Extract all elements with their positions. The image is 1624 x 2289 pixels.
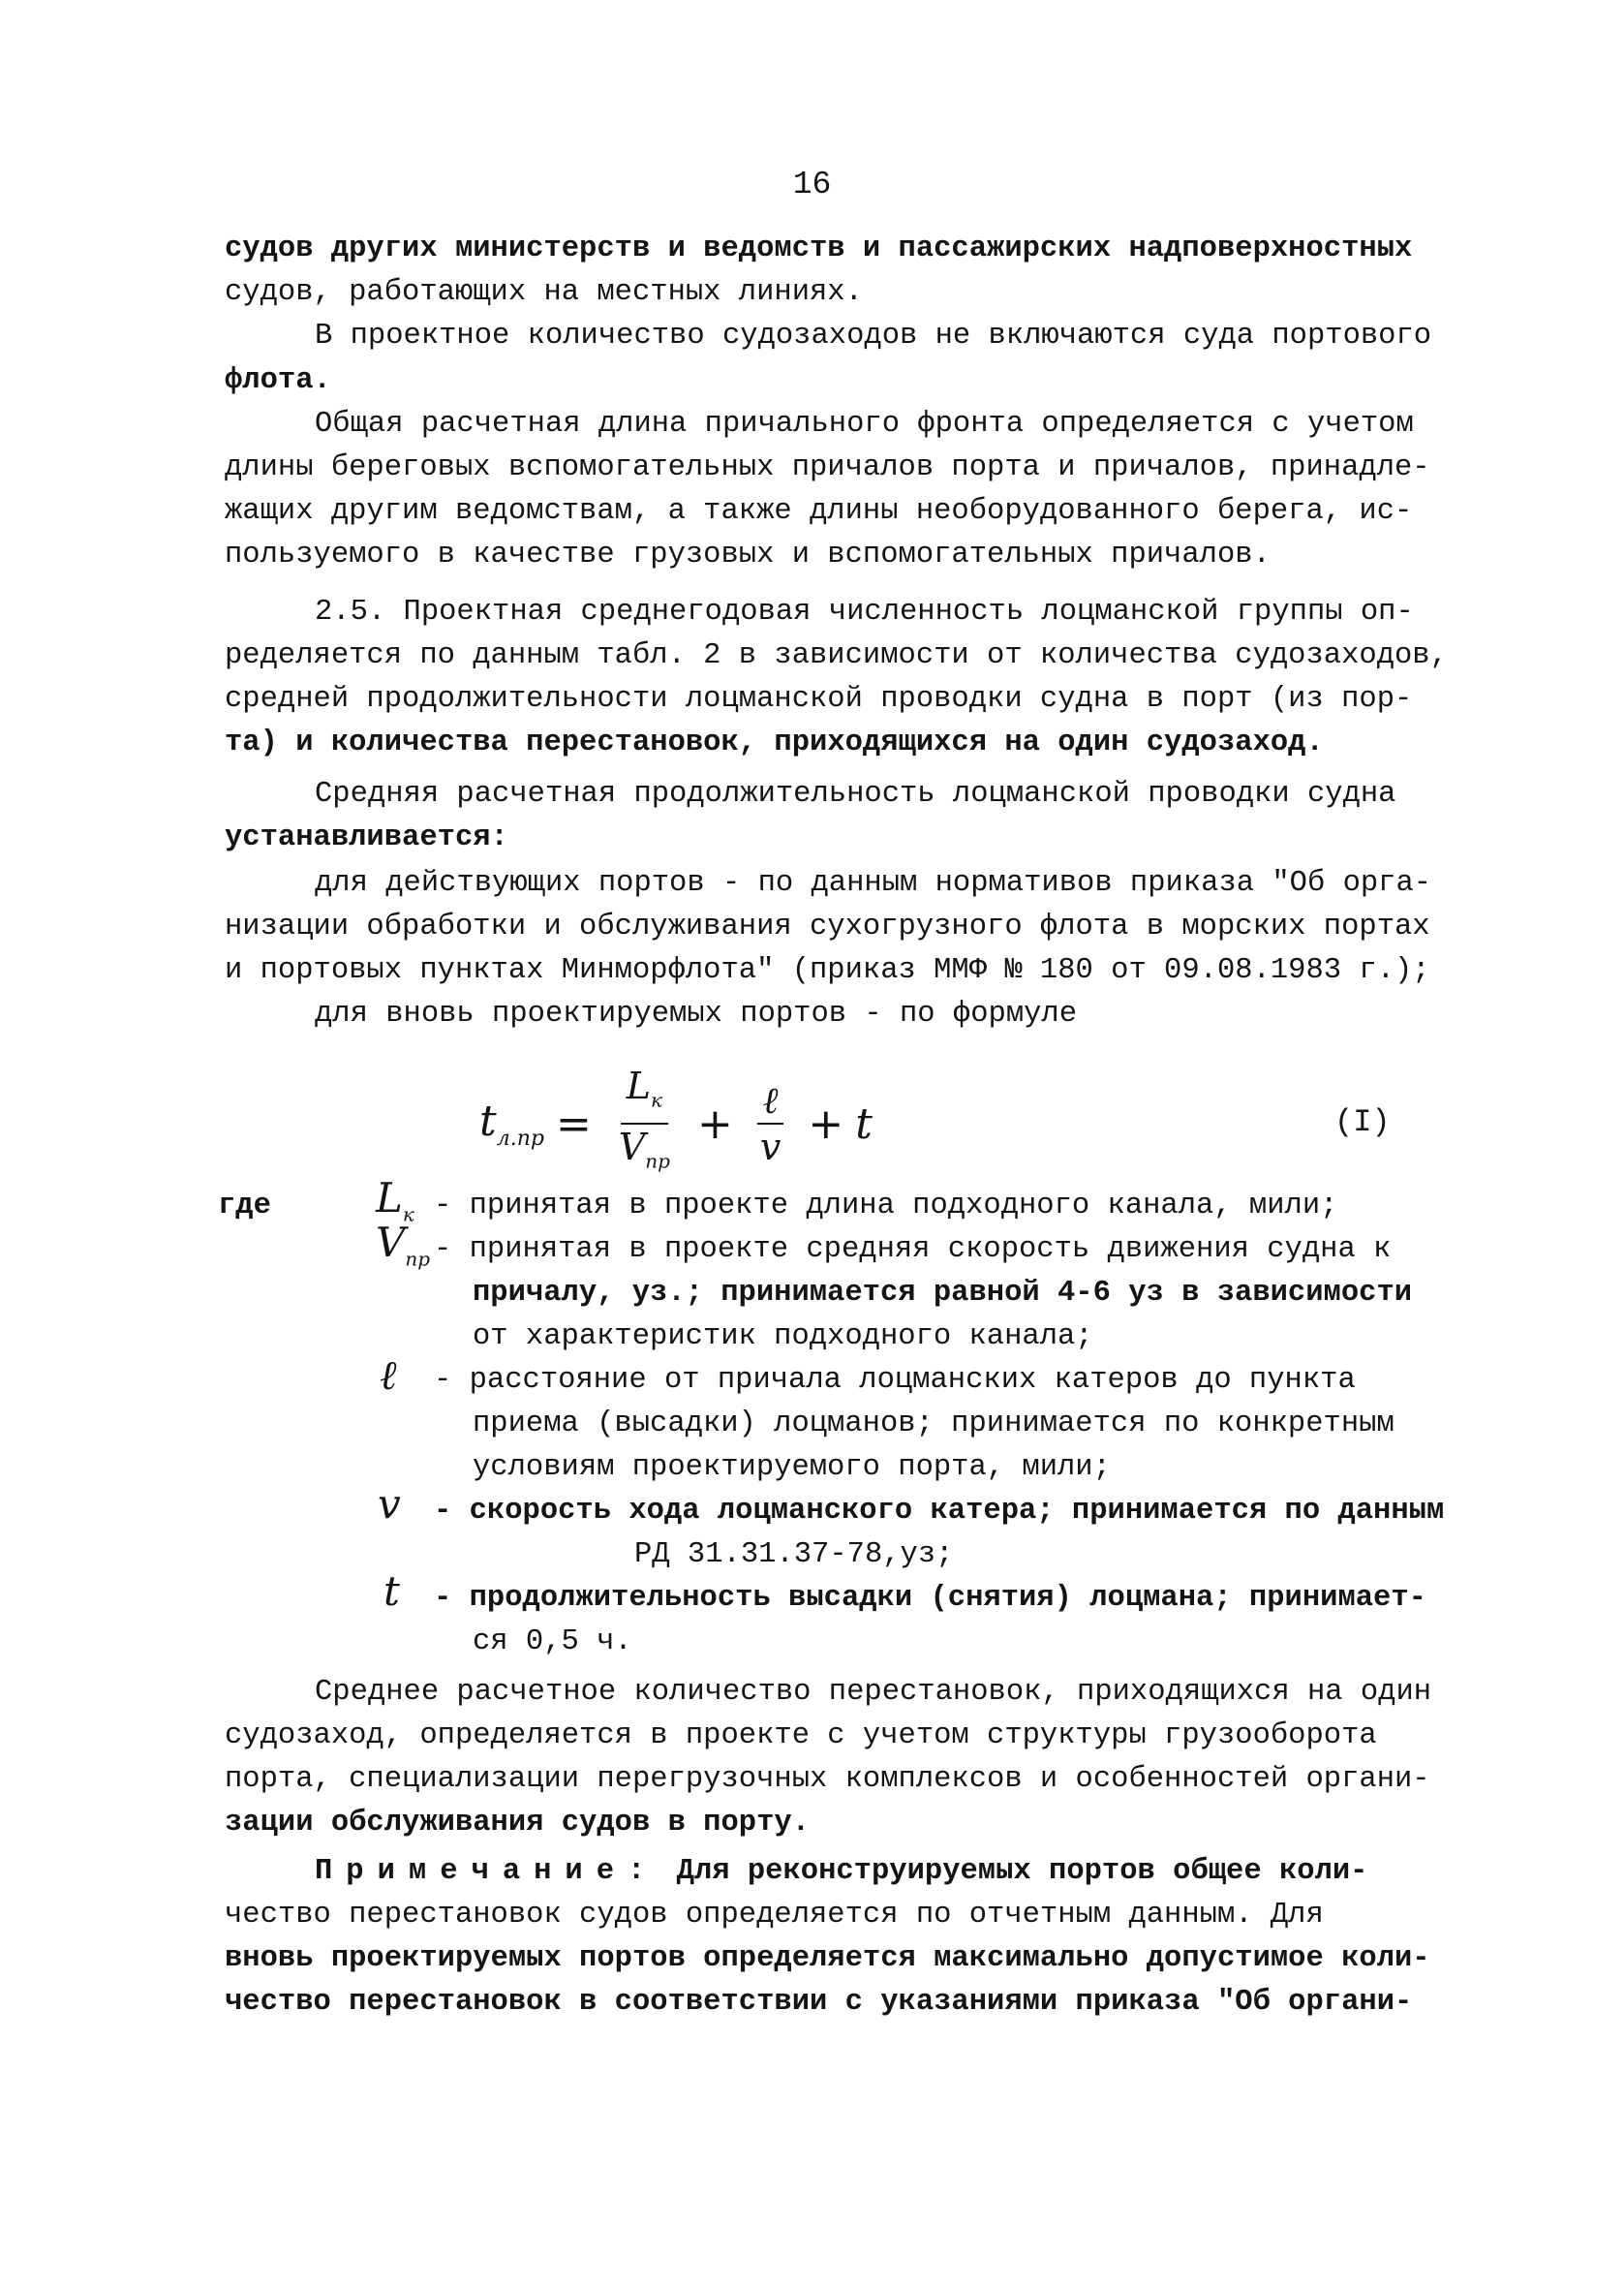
text-line: низации обработки и обслуживания сухогрузного флота в морских портах xyxy=(225,911,1430,943)
symbol-Lk: $L_к$ xyxy=(376,1174,414,1226)
definition-line: - скорость хода лоцманского катера; принимается по данным xyxy=(434,1495,1445,1528)
note-line: чество перестановок судов определяется по отчетным данным. Для xyxy=(225,1899,1324,1932)
fraction-channel: $\frac{L_к}{V_{пр}}$ xyxy=(618,1065,670,1173)
note-first-line: Примечание: Для реконструируемых портов общее коли- xyxy=(315,1855,1368,1888)
note-line: чество перестановок в соответствии с указаниями приказа "Об органи- xyxy=(225,1986,1413,2019)
text-line: Общая расчетная длина причального фронта определяется с учетом xyxy=(315,408,1414,441)
plus-sign: + xyxy=(808,1098,844,1149)
text-line: устанавливается: xyxy=(225,821,508,854)
symbol-v: v xyxy=(378,1480,401,1528)
definition-line: - принятая в проекте длина подходного канала, мили; xyxy=(434,1190,1338,1222)
definition-line: ся 0,5 ч. xyxy=(473,1625,632,1658)
symbol-l: ℓ xyxy=(380,1351,397,1399)
text-line: и портовых пунктах Минморфлота" (приказ ММФ № 180 от 09.08.1983 г.); xyxy=(225,954,1430,987)
formula-number: (I) xyxy=(1334,1104,1391,1140)
text-line: В проектное количество судозаходов не включаются суда портового xyxy=(315,320,1432,353)
text-line: ределяется по данным табл. 2 в зависимости от количества судозаходов, xyxy=(225,639,1448,672)
note-line: вновь проектируемых портов определяется максимально допустимое коли- xyxy=(225,1942,1430,1975)
text-line: для действующих портов - по данным нормативов приказа "Об орга- xyxy=(315,867,1432,900)
text-line: зации обслуживания судов в порту. xyxy=(225,1807,810,1840)
definition-line: приема (высадки) лоцманов; принимается по конкретным xyxy=(473,1407,1394,1440)
formula xyxy=(479,1065,873,1173)
definition-line: причалу, уз.; принимается равной 4-6 уз в зависимости xyxy=(473,1277,1413,1310)
text-line: 2.5. Проектная среднегодовая численность лоцманской группы оп- xyxy=(315,596,1414,629)
plus-sign: + xyxy=(696,1098,733,1149)
definition-line: условиям проектируемого порта, мили; xyxy=(473,1451,1111,1484)
note-label: Примечание: xyxy=(315,1855,659,1888)
page-number: 16 xyxy=(792,167,832,202)
symbol-Vpr: $V_{пр}$ xyxy=(376,1219,431,1271)
text-line: пользуемого в качестве грузовых и вспомогательных причалов. xyxy=(225,539,1271,572)
formula-lhs: $t_{л.пр}$ xyxy=(479,1097,544,1151)
text-line: судозаход, определяется в проекте с учетом структуры грузооборота xyxy=(225,1719,1377,1752)
formula-term-t: t xyxy=(855,1098,873,1149)
definition-line: - принятая в проекте средняя скорость движения судна к xyxy=(434,1233,1392,1266)
text-line: для вновь проектируемых портов - по формуле xyxy=(315,998,1078,1031)
text-line: та) и количества перестановок, приходящихся на один судозаход. xyxy=(225,727,1324,759)
equals-sign: = xyxy=(555,1098,592,1149)
text-line: длины береговых вспомогательных причалов порта и причалов, принадле- xyxy=(225,451,1430,484)
symbol-t: t xyxy=(383,1567,400,1615)
text-line: судов, работающих на местных линиях. xyxy=(225,276,863,309)
definition-line: - продолжительность высадки (снятия) лоцмана; принимает- xyxy=(434,1582,1426,1615)
text-line: флота. xyxy=(225,364,331,397)
text-line: жащих другим ведомствам, а также длины необорудованного берега, ис- xyxy=(225,495,1413,528)
definition-line: - расстояние от причала лоцманских катеров до пункта xyxy=(434,1364,1356,1397)
definition-line: от характеристик подходного канала; xyxy=(473,1320,1093,1353)
text-line: Среднее расчетное количество перестановок, приходящихся на один xyxy=(315,1676,1432,1709)
fraction-boat: $\frac{\text{ℓ}}{v}$ xyxy=(754,1078,786,1169)
definition-line: РД 31.31.37-78,уз; xyxy=(634,1538,954,1571)
text-line: порта, специализации перегрузочных комплексов и особенностей органи- xyxy=(225,1763,1430,1796)
text-line: Средняя расчетная продолжительность лоцманской проводки судна xyxy=(315,778,1396,811)
text-line: средней продолжительности лоцманской проводки судна в порт (из пор- xyxy=(225,683,1413,716)
text-line: судов других министерств и ведомств и пассажирских надповерхностных xyxy=(225,232,1413,265)
where-label: где xyxy=(218,1190,271,1222)
